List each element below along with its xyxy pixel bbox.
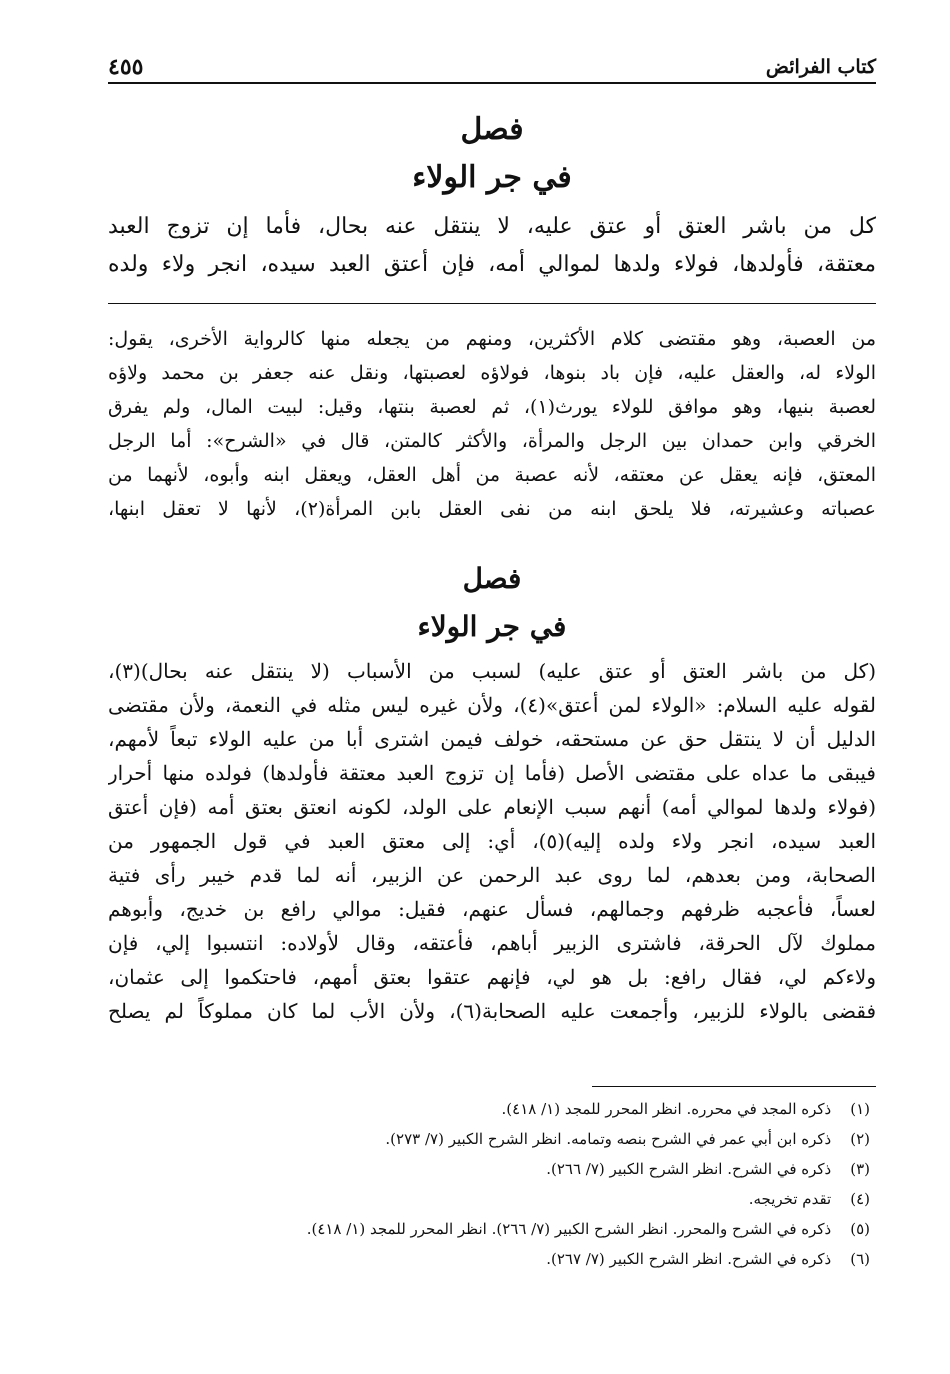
section-subheading: في جر الولاء <box>412 160 572 195</box>
commentary-continued <box>108 322 876 526</box>
footnote <box>108 1214 876 1244</box>
commentary-line: (كل من باشر العتق أو عتق عليه) لسبب من الأسباب (لا ينتقل عنه بحال)(٣)، <box>108 659 876 683</box>
commentary-section-subheading: في جر الولاء <box>417 610 567 643</box>
footnote-text: ذكره في الشرح. انظر الشرح الكبير (٧/ ٢٦٧). <box>546 1250 832 1268</box>
commentary-line: الخرقي وابن حمدان بين الرجل والمرأة، والأكثر كالمتن، قال في «الشرح»: أما الرجل <box>108 430 876 452</box>
page-number: ٤٥٥ <box>108 54 144 80</box>
footnote <box>108 1154 876 1184</box>
commentary-line: لعصبة بنيها، وهو موافق للولاء يورث(١)، ثم لعصبة بنتها، وقيل: لبيت المال، ولم يفرق <box>108 396 876 418</box>
footnote-number: (١) <box>850 1100 870 1118</box>
footnote <box>108 1124 876 1154</box>
commentary-line: مملوك لآل الحرقة، فاشترى الزبير أباهم، فأعتقه، وقال لأولاده: انتسبوا إلي، فإن <box>108 931 876 955</box>
commentary-line: الولاء له، والعقل عليه، فإن باد بنوها، فولاؤه لعصبتها، ونقل عنه جعفر بن محمد ولاؤه <box>108 362 876 384</box>
matn-divider <box>108 303 876 304</box>
footnote-number: (٤) <box>850 1190 870 1208</box>
commentary-line: العبد سيده، انجر ولاء ولده إليه)(٥)، أي: إلى معتق العبد في قول الجمهور من <box>108 829 876 853</box>
footnotes <box>108 1094 876 1274</box>
footnote-number: (٦) <box>850 1250 870 1268</box>
book-title: كتاب الفرائض <box>765 56 876 78</box>
commentary-line: لقوله عليه السلام: «الولاء لمن أعتق»(٤)، ولأن غيره ليس مثله في النعمة، ولأن مقتضى <box>108 693 876 717</box>
matn-line: معتقة، فأولدها، فولاء ولدها لموالي أمه، فإن أعتق العبد سيده، انجر ولاء ولده <box>108 252 876 277</box>
commentary-line: من العصبة، وهو مقتضى كلام الأكثرين، ومنهم من يجعله منها كالرواية الأخرى، يقول: <box>108 328 876 350</box>
footnote <box>108 1244 876 1274</box>
footnote-text: ذكره المجد في محرره. انظر المحرر للمجد (١/ ٤١٨). <box>501 1100 832 1118</box>
commentary-line: فقضى بالولاء للزبير، وأجمعت عليه الصحابة(٦)، ولأن الأب لما كان مملوكاً لم يصلح <box>108 999 876 1023</box>
running-header <box>108 42 876 84</box>
commentary-line: الصحابة، ومن بعدهم، لما روى عبد الرحمن عن الزبير، أنه لما قدم خيبر رأى فتية <box>108 863 876 887</box>
footnote-number: (٣) <box>850 1160 870 1178</box>
footnote-text: ذكره ابن أبي عمر في الشرح بنصه وتمامه. انظر الشرح الكبير (٧/ ٢٧٣). <box>385 1130 832 1148</box>
footnote <box>108 1184 876 1214</box>
section-heading: فصل <box>460 112 524 147</box>
commentary-line: (فولاء ولدها لموالي أمه) أنهم سبب الإنعام على الولد، لكونه انعتق بعتق أمه (فإن أعتق <box>108 795 876 819</box>
footnote <box>108 1094 876 1124</box>
matn-text <box>108 208 876 284</box>
commentary-line: لعساً، فأعجبه ظرفهم وجمالهم، فسأل عنهم، فقيل: موالي رافع بن خديج، وأبوهم <box>108 897 876 921</box>
footnote-number: (٢) <box>850 1130 870 1148</box>
commentary-line: عصباته وعشيرته، فلا يلحق ابنه من نفى العقل بابن المرأة(٢)، لأنها لا تعقل ابنها، <box>108 498 876 520</box>
commentary-line: ولاءكم لي، فقال رافع: بل هو لي، فإنهم عتقوا بعتق أمهم، فاحتكموا إلى عثمان، <box>108 965 876 989</box>
footnote-text: ذكره في الشرح. انظر الشرح الكبير (٧/ ٢٦٦). <box>546 1160 832 1178</box>
footnote-text: تقدم تخريجه. <box>748 1190 832 1208</box>
commentary-line: فيبقى ما عداه على مقتضى الأصل (فأما إن تزوج العبد معتقة فأولدها) فولده منها أحرار <box>108 761 876 785</box>
commentary-text <box>108 654 876 1028</box>
footnote-text: ذكره في الشرح والمحرر. انظر الشرح الكبير (٧/ ٢٦٦). انظر المحرر للمجد (١/ ٤١٨). <box>306 1220 832 1238</box>
footnote-number: (٥) <box>850 1220 870 1238</box>
matn-line: كل من باشر العتق أو عتق عليه، لا ينتقل عنه بحال، فأما إن تزوج العبد <box>108 214 876 239</box>
footnote-divider <box>592 1086 876 1087</box>
commentary-line: المعتق، فإنه يعقل عن معتقه، لأنه عصبة من أهل العقل، ويعقل ابنه وأبوه، لأنهما من <box>108 464 876 486</box>
commentary-line: الدليل أن لا ينتقل حق عن مستحقه، خولف فيمن اشترى أبا من عليه الولاء تبعاً لأمهم، <box>108 727 876 751</box>
commentary-section-heading: فصل <box>462 562 522 595</box>
